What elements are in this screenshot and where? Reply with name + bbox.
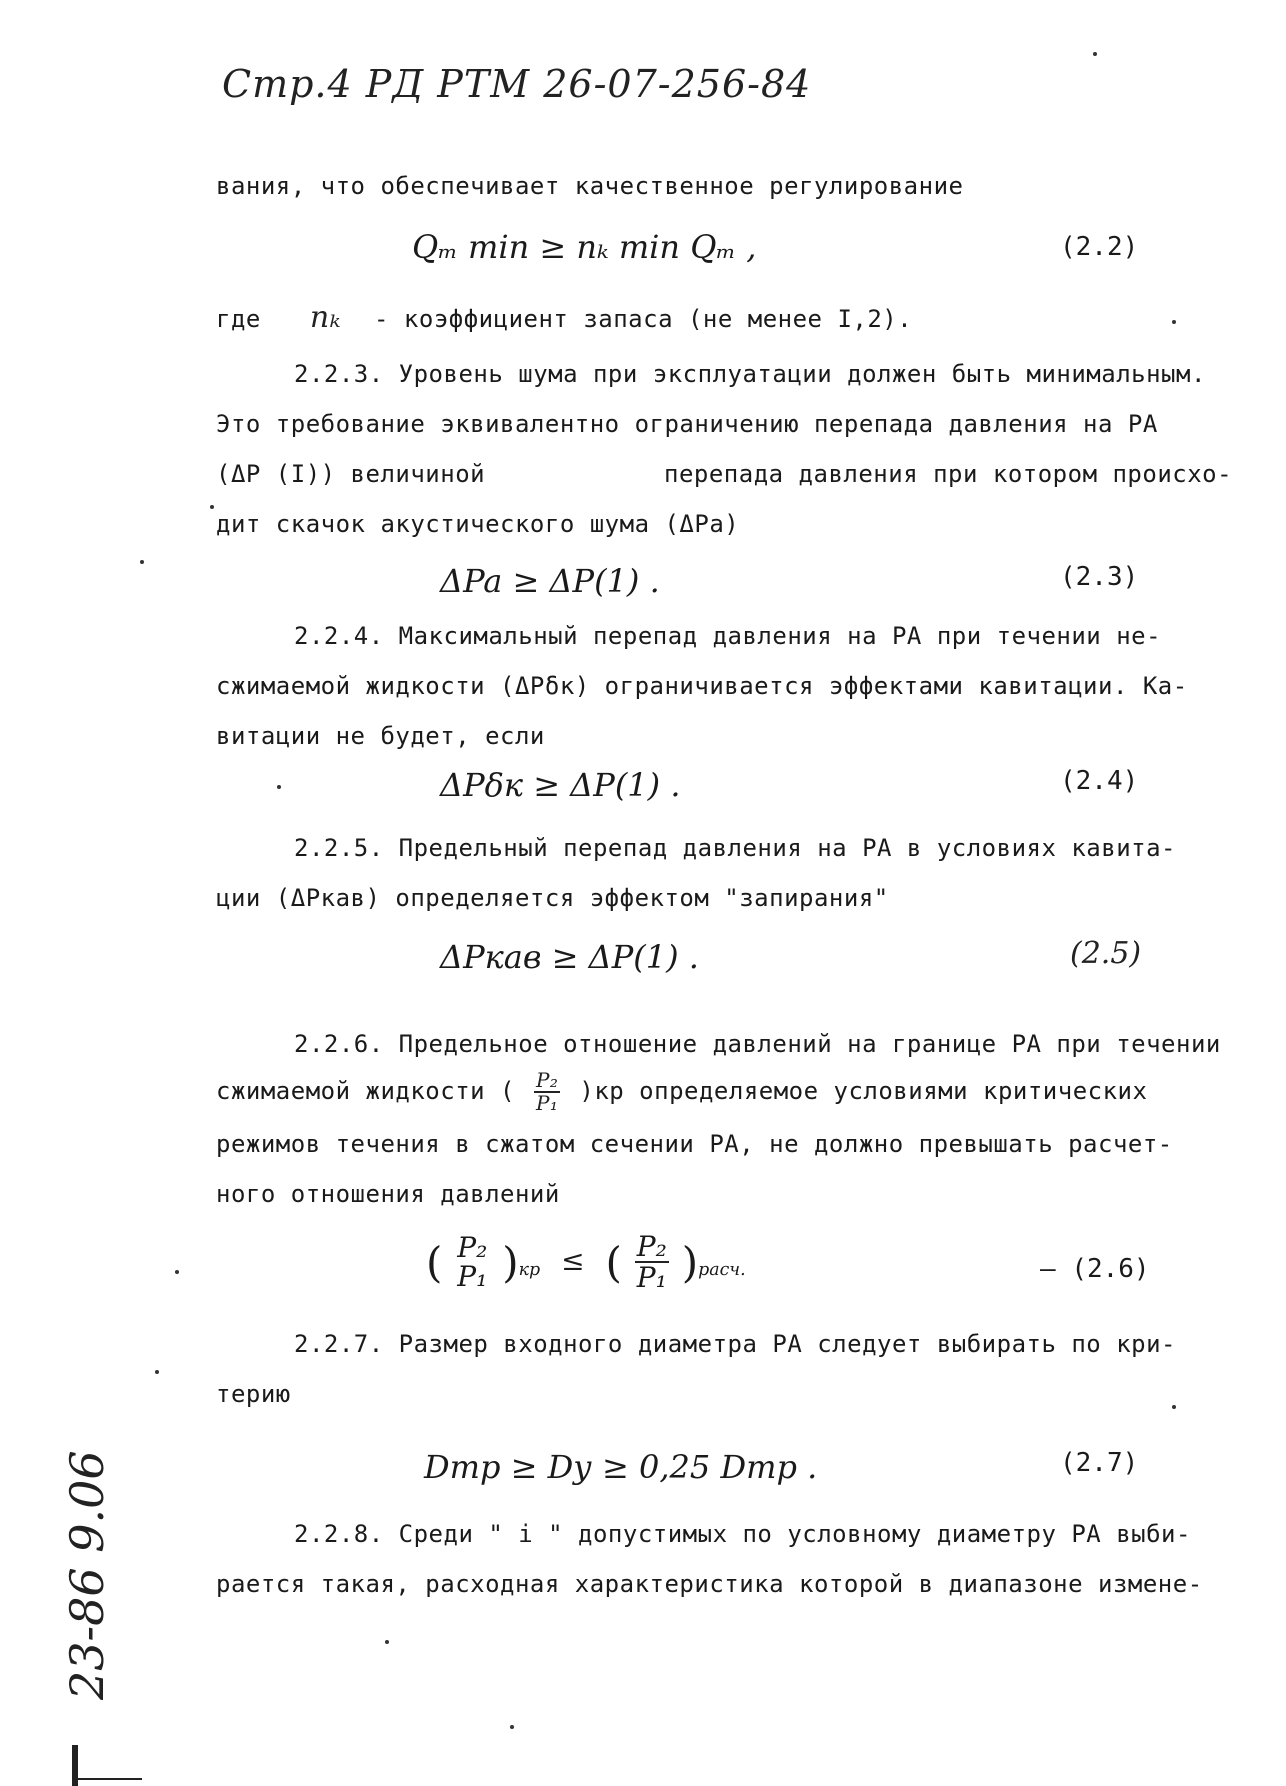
fraction-left [455,1233,489,1292]
fraction-right [635,1232,669,1293]
formula-2-2: Qₘ min ≥ nₖ min Qₘ , [412,228,757,266]
text-line: ного отношения давлений [216,1180,560,1208]
text-fragment: сжимаемой жидкости ( [216,1077,515,1105]
scan-speck [210,505,214,509]
fraction-numerator: P₂ [535,1068,559,1092]
text-line: 2.2.7. Размер входного диаметра РА следует выбирать по кри- [294,1330,1177,1358]
scan-speck [155,1370,159,1374]
text-line: перепада давления при котором происхо- [664,460,1233,488]
scan-speck [1093,52,1097,56]
scan-speck [1172,320,1176,324]
scan-speck [1172,1405,1176,1409]
equation-number: (2.4) [1060,766,1139,796]
formula-2-5: ΔPкав ≥ ΔP(1) . [440,938,699,976]
text-line: вания, что обеспечивает качественное регулирование [216,172,964,200]
text-line [216,300,912,335]
formula-2-4: ΔPδк ≥ ΔP(1) . [440,766,681,804]
scan-speck [140,560,144,564]
text-fragment: )кр определяемое условиями критических [579,1077,1148,1105]
formula-2-3: ΔPa ≥ ΔP(1) . [440,562,660,600]
equation-number: (2.2) [1060,232,1139,262]
scan-speck [277,785,281,789]
fraction-denominator: P₁ [636,1261,667,1295]
fraction-denominator: P₁ [457,1260,488,1294]
text-line: 2.2.4. Максимальный перепад давления на РА при течении не- [294,622,1162,650]
where-symbol: nₖ [309,300,342,335]
text-line: (ΔP (I)) величиной [216,460,486,488]
formula-2-6: ( P₂ P₁ )$_{кр}$ ≤ ( $\frac{\text{P₂}}{\text{P₁}}$ )$_{расч.}$ [426,1230,746,1295]
equation-number: (2.3) [1060,562,1139,592]
text-line [216,1070,1147,1114]
formula-2-7: Dтр ≥ Dу ≥ 0,25 Dтр . [424,1448,818,1486]
text-line: дит скачок акустического шума (ΔPa) [216,510,740,538]
fraction-numerator: P₂ [457,1231,488,1264]
equation-number: – (2.6) [1040,1254,1150,1284]
fraction-numerator: P₂ [636,1230,667,1263]
text-line: терию [216,1380,291,1408]
text-line: ции (ΔPкав) определяется эффектом "запирания" [216,884,889,912]
inline-fraction [534,1070,560,1114]
scan-speck [385,1640,389,1644]
subscript: расч. [698,1260,746,1281]
margin-handwritten-note: 23-86 9.06 [60,1450,114,1700]
text-line: Это требование эквивалентно ограничению перепада давления на РА [216,410,1158,438]
text-line: витации не будет, если [216,722,545,750]
scan-speck [510,1725,514,1729]
text-line: 2.2.8. Среди " i " допустимых по условному диаметру РА выби- [294,1520,1191,1548]
text-line: 2.2.6. Предельное отношение давлений на границе РА при течении [294,1030,1221,1058]
text-line: сжимаемой жидкости (ΔPδк) ограничивается эффектами кавитации. Ка- [216,672,1188,700]
subscript: кр [518,1260,541,1281]
text-line: 2.2.5. Предельный перепад давления на РА в условиях кавита- [294,834,1177,862]
text-line: рается такая, расходная характеристика которой в диапазоне измене- [216,1570,1203,1598]
where-text: - коэффициент запаса (не менее I,2). [374,305,913,333]
fraction-denominator: P₁ [535,1091,559,1115]
equation-number: (2.7) [1060,1448,1139,1478]
page-header: Стр.4 РД РТМ 26-07-256-84 [222,62,812,106]
text-line: режимов течения в сжатом сечении РА, не должно превышать расчет- [216,1130,1173,1158]
where-prefix: где [216,305,261,333]
equation-number: (2.5) [1070,936,1142,971]
relation-symbol: ≤ [561,1243,585,1277]
scan-speck [175,1270,179,1274]
equation-number-text: (2.6) [1071,1254,1150,1284]
text-line: 2.2.3. Уровень шума при эксплуатации должен быть минимальным. [294,360,1206,388]
margin-tick [72,1778,142,1780]
